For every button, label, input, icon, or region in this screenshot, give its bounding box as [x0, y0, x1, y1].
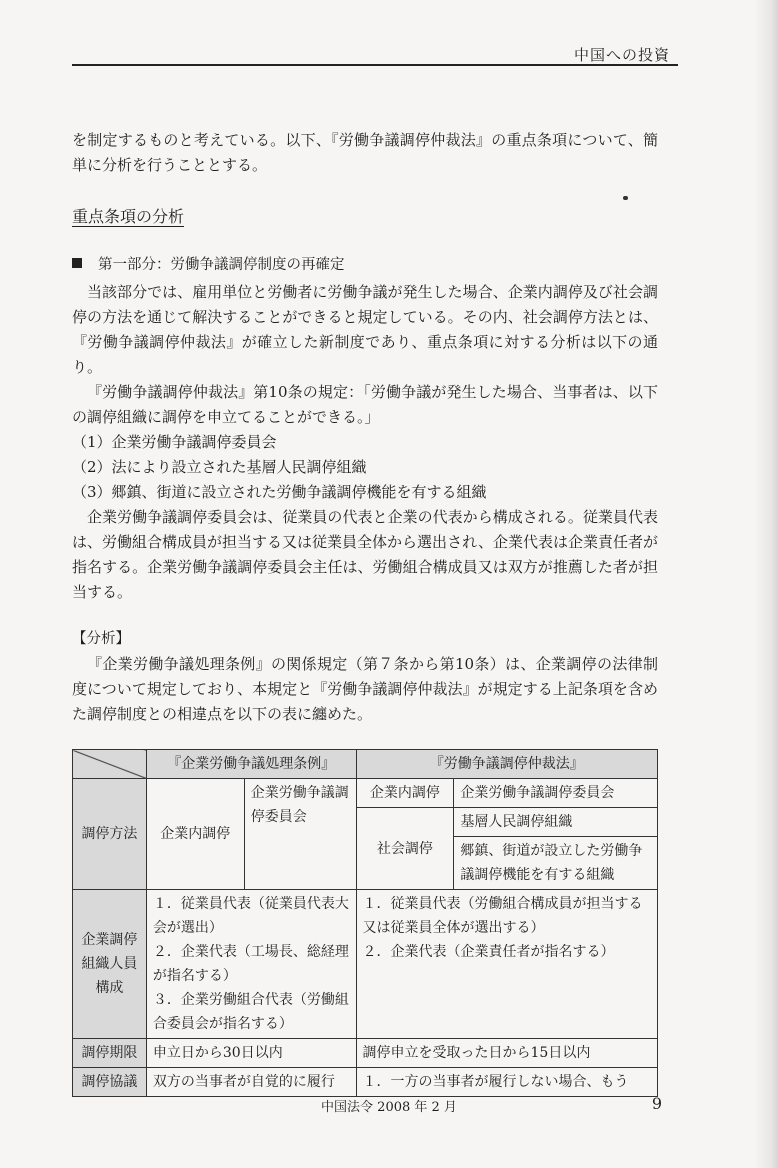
- analysis-title: 【分析】: [72, 631, 130, 647]
- list-item: （2）法により設立された基層人民調停組織: [72, 458, 367, 476]
- old-member-item: ３．企業労働組合代表（労働組合委員会が指名する）: [152, 992, 349, 1032]
- cell-old-period: 申立日から30日以内: [146, 1039, 356, 1068]
- list-item: （1）企業労働争議調停委員会: [72, 433, 277, 451]
- part1-heading: [72, 253, 658, 278]
- page-number: 9: [651, 1094, 662, 1113]
- intro-paragraph: を制定するものと考えている。以下、『労働争議調停仲裁法』の重点条項について、簡単に分析を行うこととする。: [72, 131, 658, 174]
- comparison-table: [72, 749, 658, 1097]
- part1-heading-text: 第一部分：労働争議調停制度の再確定: [98, 257, 345, 273]
- column-header-new-law: 『労働争議調停仲裁法』: [356, 750, 657, 779]
- new-member-item: １．従業員代表（労働組合構成員が担当する又は従業員全体が選出する）: [362, 896, 643, 936]
- cell-old-agreement: 双方の当事者が自覚的に履行: [146, 1068, 356, 1097]
- part1-paragraph-2: 『労働争議調停仲裁法』第10条の規定：「労働争議が発生した場合、当事者は、以下の調停組織に調停を申立てることができる。」: [72, 383, 658, 426]
- table-header-row: [73, 750, 658, 779]
- row-label-period: 調停期限: [73, 1039, 147, 1068]
- part1-paragraph-1: 当該部分では、雇用単位と労働者に労働争議が発生した場合、企業内調停及び社会調停の方法を通じて解決することができると規定している。その内、社会調停方法とは、『労働争議調停仲裁法』が確立した新制度であり、重点条項に対する分析は以下の通り。: [72, 283, 658, 376]
- cell-new-social-b: 郷鎮、街道が設立した労働争議調停機能を有する組織: [454, 837, 658, 890]
- table-corner-cell: [73, 750, 147, 779]
- table-row: [73, 779, 658, 808]
- row-label-members: 企業調停組織人員構成: [73, 890, 147, 1039]
- cell-new-social-a: 基層人民調停組織: [454, 808, 658, 837]
- cell-new-committee: 企業労働争議調停委員会: [454, 779, 658, 808]
- cell-new-members: [356, 890, 657, 1039]
- new-member-item: ２．企業代表（企業責任者が指名する）: [362, 944, 615, 960]
- cell-old-internal: 企業内調停: [146, 779, 244, 890]
- list-item: （3）郷鎮、街道に設立された労働争議調停機能を有する組織: [72, 483, 487, 501]
- page-body: [72, 128, 658, 1097]
- section-title: 重点条項の分析: [72, 207, 185, 226]
- table-row: [73, 890, 658, 1039]
- cell-new-internal: 企業内調停: [356, 779, 454, 808]
- cell-new-period: 調停申立を受取った日から15日以内: [356, 1039, 657, 1068]
- cell-new-social: 社会調停: [356, 808, 454, 890]
- analysis-paragraph: 『企業労働争議処理条例』の関係規定（第７条から第10条）は、企業調停の法律制度について規定しており、本規定と『労働争議調停仲裁法』が規定する上記条項を含めた調停制度との相違点を以下の表に纏めた。: [72, 655, 658, 723]
- running-header: 中国への投資: [573, 46, 670, 64]
- row-label-method: 調停方法: [73, 779, 147, 890]
- cell-new-agreement: １．一方の当事者が履行しない場合、もう: [356, 1068, 657, 1097]
- old-member-item: １．従業員代表（従業員代表大会が選出）: [152, 896, 349, 936]
- table-row: [73, 1068, 658, 1097]
- page-edge-shadow: [754, 0, 778, 1168]
- old-member-item: ２．企業代表（工場長、総経理が指名する）: [152, 944, 349, 984]
- footer-publication: 中国法令 2008 年 2 月: [321, 1100, 457, 1115]
- cell-old-members: [146, 890, 356, 1039]
- square-bullet-icon: [72, 258, 82, 268]
- table-row: [73, 1039, 658, 1068]
- header-rule: [72, 64, 678, 66]
- row-label-agreement: 調停協議: [73, 1068, 147, 1097]
- column-header-old-regulation: 『企業労働争議処理条例』: [146, 750, 356, 779]
- part1-paragraph-3: 企業労働争議調停委員会は、従業員の代表と企業の代表から構成される。従業員代表は、労働組合構成員が担当する又は従業員全体から選出され、企業代表は企業責任者が指名する。企業労働争議調停委員会主任は、労働組合構成員又は双方が推薦した者が担当する。: [72, 508, 658, 601]
- cell-old-committee: 企業労働争議調停委員会: [244, 779, 356, 890]
